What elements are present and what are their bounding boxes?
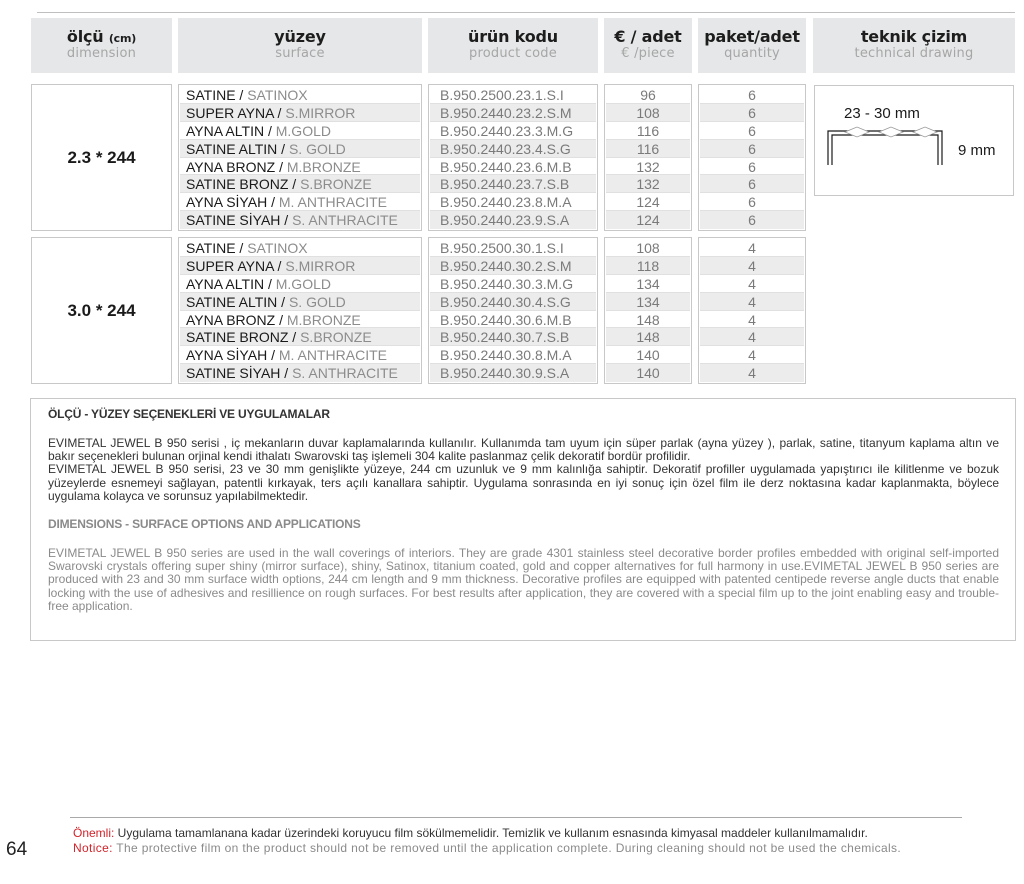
price-value: 118 xyxy=(606,257,690,275)
product-code: B.950.2440.30.6.M.B xyxy=(430,311,596,329)
drawing-height-label: 9 mm xyxy=(958,142,996,159)
surface-list xyxy=(178,84,422,231)
notice-tr-text: Uygulama tamamlanana kadar üzerindeki koruyucu film sökülmemelidir. Temizlik ve kullanım esnasında kimyasal maddeler kullanılmamalıdır. xyxy=(114,826,868,840)
product-code: B.950.2440.30.9.S.A xyxy=(430,364,596,382)
price-value: 116 xyxy=(606,140,690,158)
product-code: B.950.2440.23.9.S.A xyxy=(430,211,596,229)
header-product-code-tr: ürün kodu xyxy=(468,27,558,46)
surface-row xyxy=(180,364,420,382)
surface-tr: SATINE / xyxy=(186,240,248,256)
surface-tr: SATINE SİYAH / xyxy=(186,365,293,382)
surface-list xyxy=(178,237,422,384)
surface-row xyxy=(180,140,420,158)
header-technical-drawing xyxy=(813,18,1015,73)
quantity-value: 4 xyxy=(700,346,804,364)
header-quantity-tr: paket/adet xyxy=(704,27,800,46)
surface-tr: AYNA BRONZ / xyxy=(186,158,287,175)
header-product-code xyxy=(428,18,598,73)
surface-tr: AYNA SİYAH / xyxy=(186,347,279,364)
header-surface-en: surface xyxy=(275,46,325,61)
product-code-list xyxy=(428,237,598,384)
notice-tr-label: Önemli: xyxy=(73,826,115,840)
quantity-value: 4 xyxy=(700,293,804,311)
surface-row xyxy=(180,193,420,211)
quantity-value: 6 xyxy=(700,86,804,104)
surface-en: S.BRONZE xyxy=(300,329,372,346)
description-panel xyxy=(30,398,1016,641)
description-heading-en: DIMENSIONS - SURFACE OPTIONS AND APPLICATIONS xyxy=(48,517,361,532)
surface-tr: AYNA ALTIN / xyxy=(186,275,276,292)
header-quantity-en: quantity xyxy=(724,46,780,61)
description-heading-tr: ÖLÇÜ - YÜZEY SEÇENEKLERİ VE UYGULAMALAR xyxy=(48,407,330,421)
header-dimension xyxy=(31,18,172,73)
surface-en: S.MIRROR xyxy=(285,104,356,121)
quantity-value: 4 xyxy=(700,239,804,257)
quantity-list xyxy=(698,84,806,231)
header-dimension-en: dimension xyxy=(66,46,137,61)
quantity-value: 4 xyxy=(700,364,804,382)
notice-en-text: The protective film on the product should not be removed until the application complete. During cleaning should not be used the chemicals. xyxy=(112,841,902,855)
dimension-cell xyxy=(31,237,172,384)
description-paragraph-tr-1: EVIMETAL JEWEL B 950 serisi , iç mekanların duvar kaplamalarında kullanılır. Kullanımda tam uyum için süper parlak (ayna yüzey ), parlak, satine, titanyum kaplama altın ve bakır seçenekleri bulunan orjinal kendi ithalatı Swarovski taş işlemeli 304 kalite paslanmaz çelik dekoratif bordür profilidir. xyxy=(48,436,999,464)
product-code: B.950.2500.30.1.S.I xyxy=(430,239,596,257)
surface-tr: SUPER AYNA / xyxy=(186,257,286,274)
surface-en: M.GOLD xyxy=(275,275,331,292)
header-price xyxy=(604,18,692,73)
quantity-value: 6 xyxy=(700,211,804,229)
surface-tr: SATINE ALTIN / xyxy=(186,140,289,157)
quantity-value: 4 xyxy=(700,275,804,293)
header-dimension-tr: ölçü xyxy=(66,27,104,46)
header-price-en: € /piece xyxy=(621,46,675,61)
price-list xyxy=(604,237,692,384)
product-code: B.950.2440.23.4.S.G xyxy=(430,140,596,158)
drawing-width-label: 23 - 30 mm xyxy=(844,105,920,122)
header-surface-tr: yüzey xyxy=(274,27,326,46)
top-rule xyxy=(37,12,1015,13)
surface-en: S. GOLD xyxy=(288,293,346,310)
header-product-code-en: product code xyxy=(469,46,557,61)
quantity-list xyxy=(698,237,806,384)
surface-en: S. ANTHRACITE xyxy=(292,212,398,229)
surface-row xyxy=(180,346,420,364)
surface-tr: SATINE / xyxy=(186,87,248,103)
surface-en: S.BRONZE xyxy=(300,176,372,193)
surface-tr: SUPER AYNA / xyxy=(186,104,286,121)
product-code: B.950.2440.23.3.M.G xyxy=(430,122,596,140)
notice-en xyxy=(73,841,901,855)
surface-row xyxy=(180,175,420,193)
surface-tr: SATINE BRONZ / xyxy=(186,329,301,346)
quantity-value: 6 xyxy=(700,140,804,158)
price-value: 132 xyxy=(606,175,690,193)
surface-en: M.GOLD xyxy=(275,122,331,139)
surface-en: SATINOX xyxy=(247,240,308,256)
price-value: 108 xyxy=(606,239,690,257)
header-technical-drawing-en: technical drawing xyxy=(854,46,974,61)
quantity-value: 6 xyxy=(700,193,804,211)
technical-drawing xyxy=(814,85,1014,196)
price-value: 96 xyxy=(606,86,690,104)
price-value: 124 xyxy=(606,193,690,211)
surface-en: S. GOLD xyxy=(288,140,346,157)
product-code: B.950.2440.30.2.S.M xyxy=(430,257,596,275)
header-surface xyxy=(178,18,422,73)
price-value: 116 xyxy=(606,122,690,140)
header-technical-drawing-tr: teknik çizim xyxy=(860,27,968,46)
surface-tr: SATINE ALTIN / xyxy=(186,293,289,310)
price-value: 148 xyxy=(606,328,690,346)
surface-row xyxy=(180,86,420,104)
dimension-value: 2.3 * 244 xyxy=(67,147,136,167)
surface-row xyxy=(180,104,420,122)
quantity-value: 6 xyxy=(700,104,804,122)
price-value: 108 xyxy=(606,104,690,122)
header-dimension-unit: (cm) xyxy=(108,32,137,45)
price-value: 140 xyxy=(606,346,690,364)
product-code: B.950.2440.30.4.S.G xyxy=(430,293,596,311)
product-code: B.950.2440.23.6.M.B xyxy=(430,158,596,176)
notice-en-label: Notice: xyxy=(73,841,113,855)
price-value: 140 xyxy=(606,364,690,382)
surface-row xyxy=(180,122,420,140)
surface-row xyxy=(180,275,420,293)
product-code: B.950.2440.30.7.S.B xyxy=(430,328,596,346)
dimension-cell xyxy=(31,84,172,231)
surface-en: M.BRONZE xyxy=(286,311,361,328)
surface-en: S.MIRROR xyxy=(285,257,356,274)
surface-tr: SATINE BRONZ / xyxy=(186,176,301,193)
footer-rule xyxy=(70,817,962,818)
surface-row xyxy=(180,239,420,257)
notice-tr xyxy=(73,826,868,840)
header-quantity xyxy=(698,18,806,73)
surface-tr: SATINE SİYAH / xyxy=(186,212,293,229)
product-code: B.950.2440.30.8.M.A xyxy=(430,346,596,364)
quantity-value: 4 xyxy=(700,257,804,275)
header-price-tr: € / adet xyxy=(614,27,682,46)
quantity-value: 6 xyxy=(700,175,804,193)
price-value: 134 xyxy=(606,293,690,311)
surface-en: M. ANTHRACITE xyxy=(278,194,387,211)
surface-en: M.BRONZE xyxy=(286,158,361,175)
product-code: B.950.2440.23.7.S.B xyxy=(430,175,596,193)
surface-tr: AYNA SİYAH / xyxy=(186,194,279,211)
surface-en: M. ANTHRACITE xyxy=(278,347,387,364)
surface-row xyxy=(180,328,420,346)
surface-tr: AYNA BRONZ / xyxy=(186,311,287,328)
surface-tr: AYNA ALTIN / xyxy=(186,122,276,139)
page-number: 64 xyxy=(6,839,28,860)
quantity-value: 4 xyxy=(700,328,804,346)
quantity-value: 6 xyxy=(700,122,804,140)
profile-drawing-icon xyxy=(815,86,1015,197)
quantity-value: 6 xyxy=(700,158,804,176)
description-paragraph-en: EVIMETAL JEWEL B 950 series are used in the wall coverings of interiors. They are grade 4301 stainless steel decorative border profiles embedded with original self-imported Swarovski crystals offering super shiny (mirror surface), shiny, Satinox, titanium coated, gold and copper alternatives for full harmony in use.EVIMETAL JEWEL B 950 series are produced with 23 and 30 mm surface width options, 244 cm length and 9 mm thickness. Decorative profiles are equipped with patented centipede reverse angle ducts that enable locking with the use of adhesives and resillience on rough surfaces. For best results after application, they are covered with a special film up to the joint enabling easy and trouble-free application. xyxy=(48,546,999,613)
surface-row xyxy=(180,311,420,329)
product-code-list xyxy=(428,84,598,231)
price-value: 148 xyxy=(606,311,690,329)
price-value: 134 xyxy=(606,275,690,293)
product-code: B.950.2440.23.8.M.A xyxy=(430,193,596,211)
surface-en: S. ANTHRACITE xyxy=(292,365,398,382)
surface-row xyxy=(180,211,420,229)
product-code: B.950.2440.23.2.S.M xyxy=(430,104,596,122)
price-value: 132 xyxy=(606,158,690,176)
product-code: B.950.2500.23.1.S.I xyxy=(430,86,596,104)
quantity-value: 4 xyxy=(700,311,804,329)
product-code: B.950.2440.30.3.M.G xyxy=(430,275,596,293)
surface-row xyxy=(180,257,420,275)
dimension-value: 3.0 * 244 xyxy=(67,300,136,320)
surface-en: SATINOX xyxy=(247,87,308,103)
surface-row xyxy=(180,293,420,311)
description-paragraph-tr-2: EVIMETAL JEWEL B 950 serisi, 23 ve 30 mm genişlikte yüzeye, 244 cm uzunluk ve 9 mm kalınlığa sahiptir. Dekoratif profiller uygulamada yapıştırıcı ile kilitlenme ve bozuk yüzeylerde esnemeyi sağlayan, patentli kırkayak, ters açılı kanallara sahiptir. Uygulama sonrasında en iyi sonuç için özel film ile derz noktasına kadar kaplanmakta, böylece uygulama kolayca ve sorunsuz yapılabilmektedir. xyxy=(48,462,999,503)
price-list xyxy=(604,84,692,231)
surface-row xyxy=(180,158,420,176)
price-value: 124 xyxy=(606,211,690,229)
